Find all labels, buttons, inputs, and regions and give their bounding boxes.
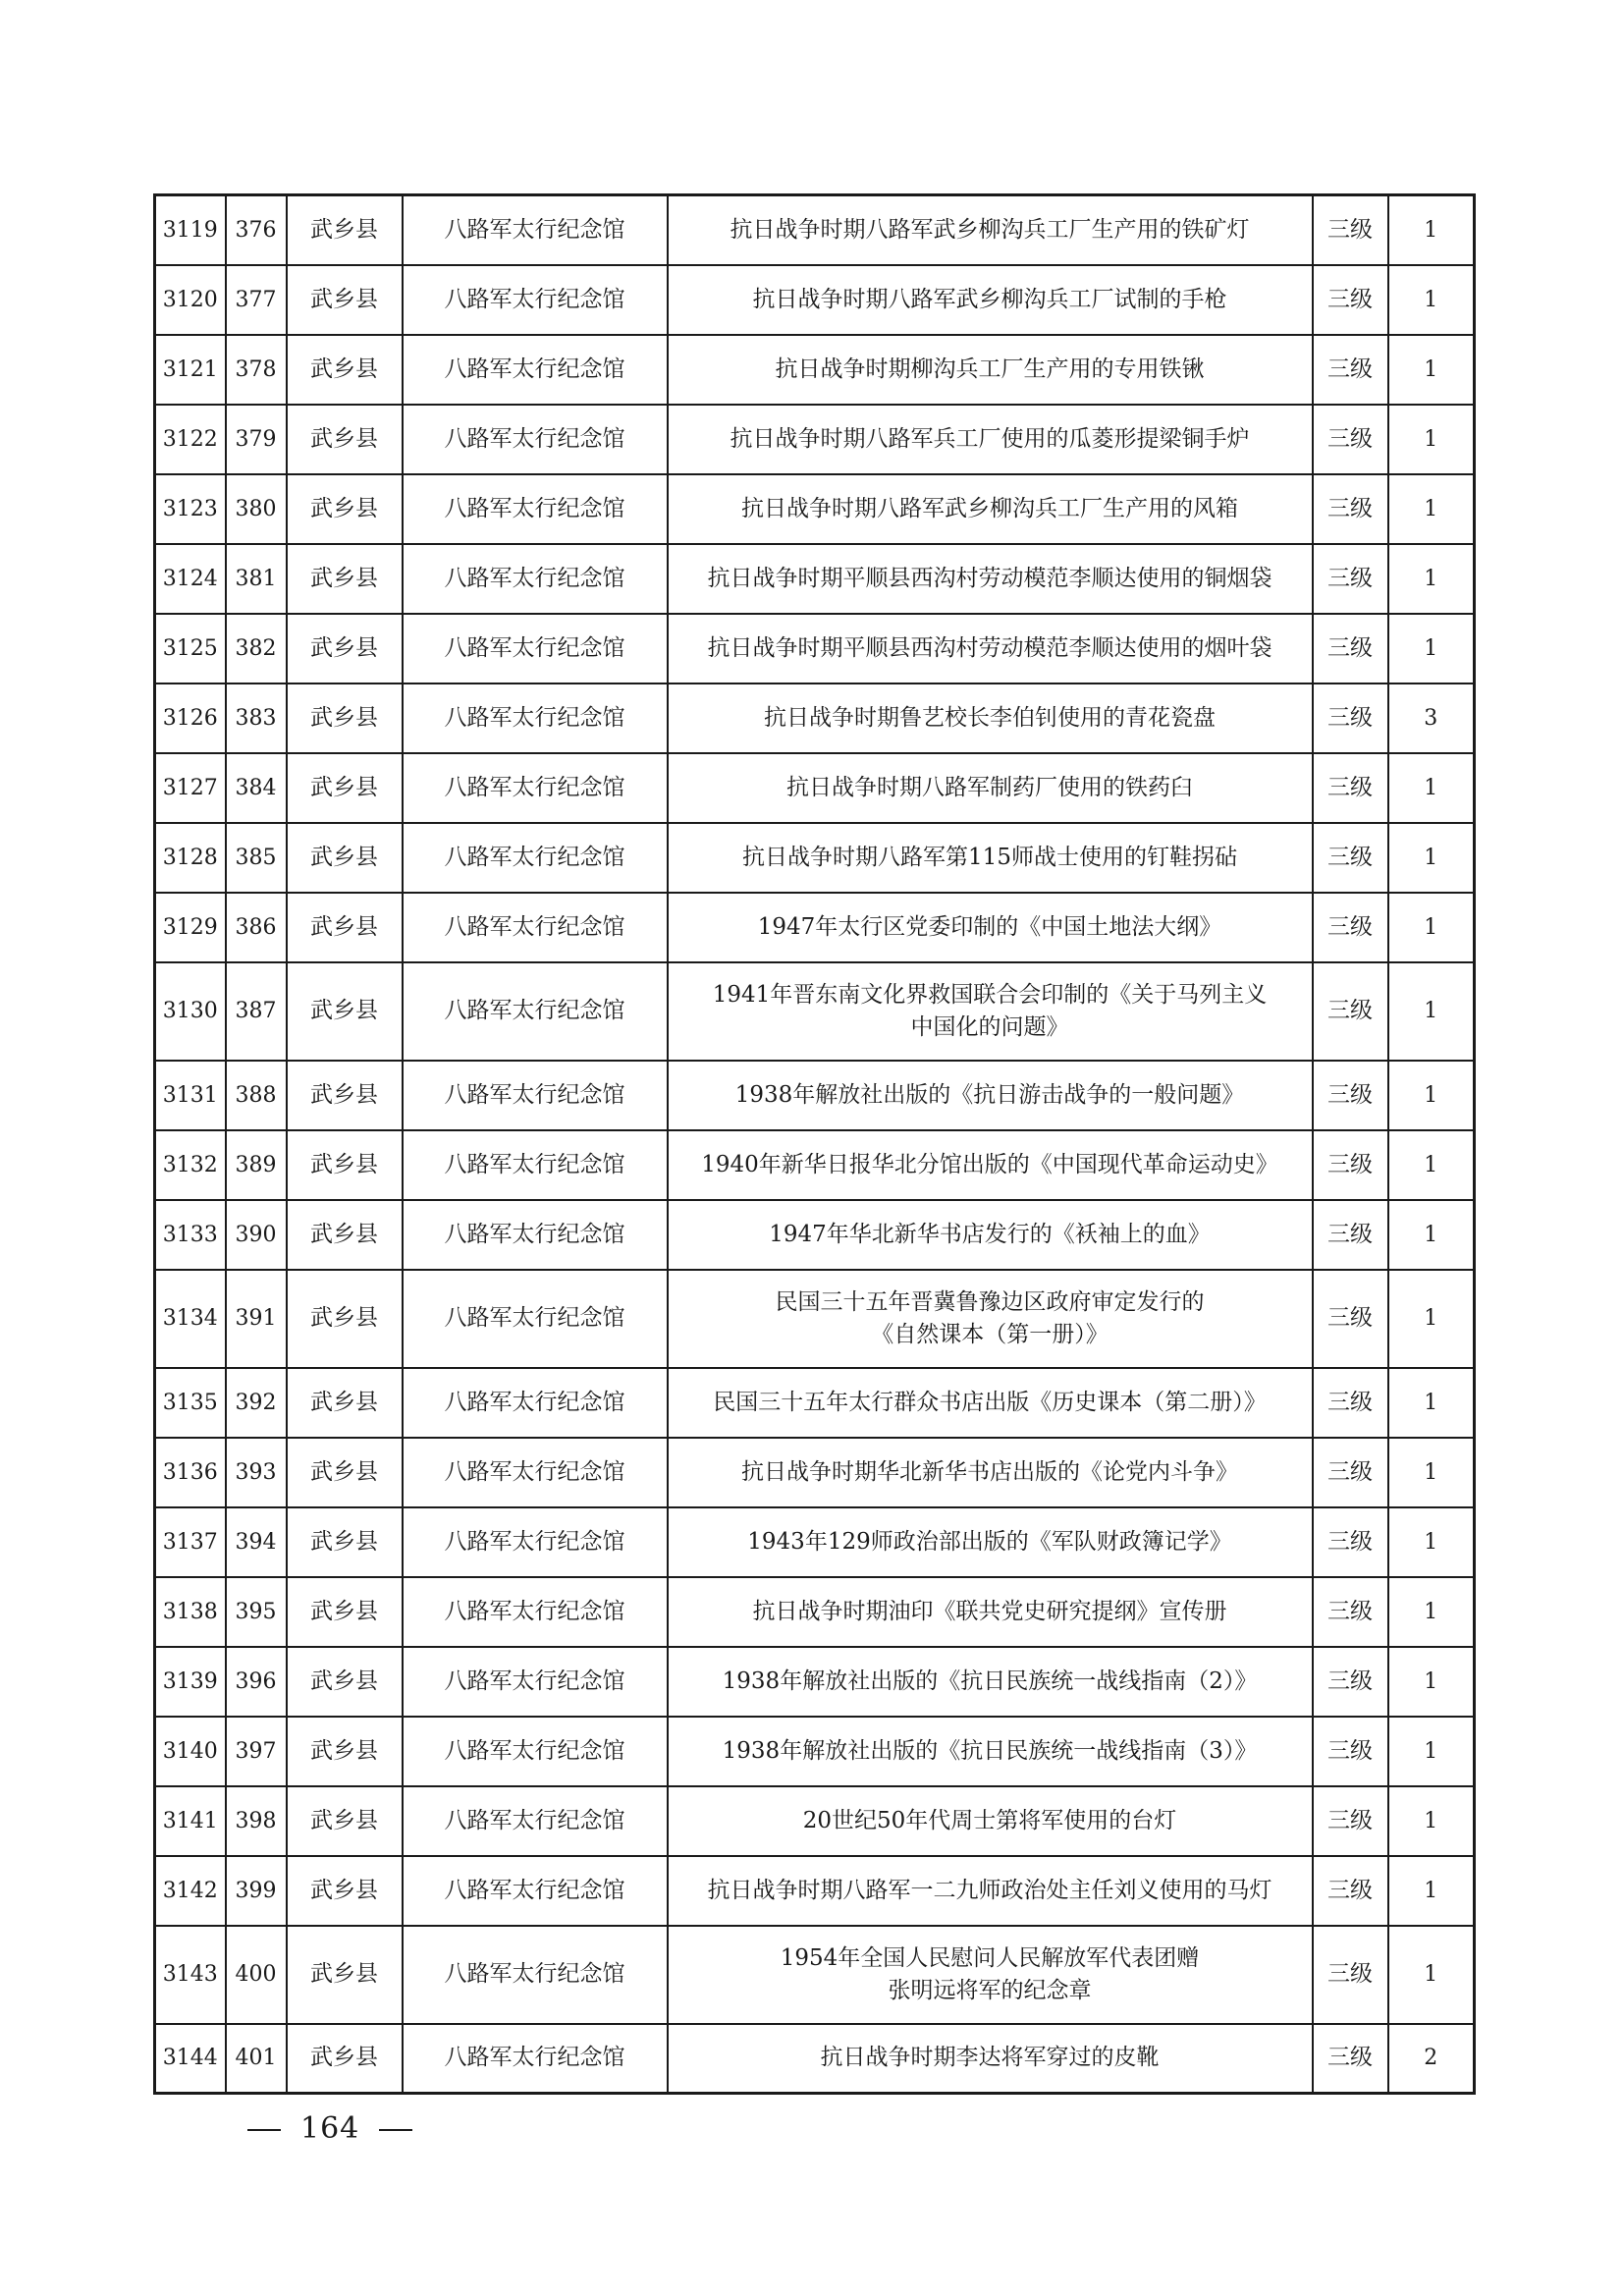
- cell-quantity: 1: [1388, 1200, 1475, 1270]
- cell-seq: 3142: [155, 1856, 226, 1926]
- cell-grade: 三级: [1313, 405, 1388, 474]
- cell-relic-name: [668, 614, 1313, 683]
- cell-county: 武乡县: [287, 195, 403, 265]
- relic-name-line: 抗日战争时期平顺县西沟村劳动模范李顺达使用的烟叶袋: [707, 634, 1272, 661]
- relic-name-line: 1938年解放社出版的《抗日民族统一战线指南（3）》: [722, 1737, 1258, 1764]
- cell-county: 武乡县: [287, 1926, 403, 2024]
- cell-index: 400: [226, 1926, 287, 2024]
- cell-unit: 八路军太行纪念馆: [403, 265, 668, 335]
- relic-name-line: 中国化的问题》: [910, 1013, 1069, 1040]
- cell-quantity: 1: [1388, 544, 1475, 614]
- cell-seq: 3132: [155, 1130, 226, 1200]
- cell-unit: 八路军太行纪念馆: [403, 1856, 668, 1926]
- cell-county: 武乡县: [287, 1647, 403, 1717]
- cell-unit: 八路军太行纪念馆: [403, 1577, 668, 1647]
- cell-unit: 八路军太行纪念馆: [403, 962, 668, 1061]
- cell-seq: 3128: [155, 823, 226, 893]
- cell-seq: 3122: [155, 405, 226, 474]
- table-row: [155, 2024, 1475, 2094]
- cell-county: 武乡县: [287, 962, 403, 1061]
- cell-grade: 三级: [1313, 823, 1388, 893]
- table-row: [155, 1270, 1475, 1368]
- cell-relic-name: [668, 2024, 1313, 2094]
- cell-grade: 三级: [1313, 753, 1388, 823]
- cell-unit: 八路军太行纪念馆: [403, 1647, 668, 1717]
- relic-name-line: 抗日战争时期八路军一二九师政治处主任刘义使用的马灯: [707, 1877, 1272, 1903]
- cell-quantity: 1: [1388, 1926, 1475, 2024]
- table-row: [155, 195, 1475, 265]
- cell-unit: 八路军太行纪念馆: [403, 1061, 668, 1130]
- cell-relic-name: [668, 1717, 1313, 1786]
- cell-county: 武乡县: [287, 1856, 403, 1926]
- cell-grade: 三级: [1313, 1368, 1388, 1438]
- cell-county: 武乡县: [287, 405, 403, 474]
- cell-unit: 八路军太行纪念馆: [403, 195, 668, 265]
- cell-unit: 八路军太行纪念馆: [403, 823, 668, 893]
- cell-grade: 三级: [1313, 614, 1388, 683]
- cell-unit: 八路军太行纪念馆: [403, 1717, 668, 1786]
- cell-county: 武乡县: [287, 1717, 403, 1786]
- cell-index: 376: [226, 195, 287, 265]
- cell-index: 389: [226, 1130, 287, 1200]
- cell-seq: 3130: [155, 962, 226, 1061]
- cell-seq: 3143: [155, 1926, 226, 2024]
- relic-name-line: 1947年太行区党委印制的《中国土地法大纲》: [757, 913, 1222, 940]
- cell-unit: 八路军太行纪念馆: [403, 1270, 668, 1368]
- cell-relic-name: [668, 962, 1313, 1061]
- relic-name-line: 1941年晋东南文化界救国联合会印制的《关于马列主义: [712, 981, 1268, 1008]
- cell-index: 393: [226, 1438, 287, 1507]
- cell-relic-name: [668, 1270, 1313, 1368]
- cell-seq: 3133: [155, 1200, 226, 1270]
- cell-county: 武乡县: [287, 1577, 403, 1647]
- cell-grade: 三级: [1313, 544, 1388, 614]
- cell-unit: 八路军太行纪念馆: [403, 753, 668, 823]
- cell-seq: 3119: [155, 195, 226, 265]
- cell-grade: 三级: [1313, 335, 1388, 405]
- cell-county: 武乡县: [287, 1130, 403, 1200]
- cell-unit: 八路军太行纪念馆: [403, 1786, 668, 1856]
- cell-seq: 3140: [155, 1717, 226, 1786]
- table-row: [155, 614, 1475, 683]
- cell-index: 394: [226, 1507, 287, 1577]
- cell-grade: 三级: [1313, 1200, 1388, 1270]
- table-row: [155, 1856, 1475, 1926]
- cell-quantity: 1: [1388, 1438, 1475, 1507]
- table-row: [155, 1647, 1475, 1717]
- cell-grade: 三级: [1313, 683, 1388, 753]
- cell-relic-name: [668, 1577, 1313, 1647]
- cell-county: 武乡县: [287, 753, 403, 823]
- relic-name-line: 抗日战争时期八路军武乡柳沟兵工厂试制的手枪: [752, 286, 1227, 312]
- cell-county: 武乡县: [287, 1786, 403, 1856]
- cell-relic-name: [668, 823, 1313, 893]
- cell-relic-name: [668, 1786, 1313, 1856]
- cell-grade: 三级: [1313, 195, 1388, 265]
- cell-quantity: 1: [1388, 753, 1475, 823]
- cell-grade: 三级: [1313, 893, 1388, 962]
- cell-seq: 3126: [155, 683, 226, 753]
- cell-relic-name: [668, 1507, 1313, 1577]
- cell-index: 384: [226, 753, 287, 823]
- cell-index: 388: [226, 1061, 287, 1130]
- relic-name-line: 《自然课本（第一册）》: [871, 1321, 1109, 1347]
- cell-index: 398: [226, 1786, 287, 1856]
- cell-county: 武乡县: [287, 265, 403, 335]
- cell-unit: 八路军太行纪念馆: [403, 1200, 668, 1270]
- cell-relic-name: [668, 335, 1313, 405]
- cell-seq: 3141: [155, 1786, 226, 1856]
- relic-name-line: 抗日战争时期八路军兵工厂使用的瓜菱形提梁铜手炉: [730, 425, 1250, 452]
- cell-quantity: 1: [1388, 1577, 1475, 1647]
- cell-seq: 3127: [155, 753, 226, 823]
- page-footer: [228, 2111, 432, 2146]
- cell-index: 397: [226, 1717, 287, 1786]
- cell-seq: 3124: [155, 544, 226, 614]
- table-row: [155, 1786, 1475, 1856]
- cell-relic-name: [668, 753, 1313, 823]
- cell-relic-name: [668, 405, 1313, 474]
- cell-unit: 八路军太行纪念馆: [403, 474, 668, 544]
- cell-county: 武乡县: [287, 335, 403, 405]
- page-number: 164: [300, 2111, 360, 2146]
- cell-quantity: 1: [1388, 1270, 1475, 1368]
- cell-quantity: 1: [1388, 962, 1475, 1061]
- cell-unit: 八路军太行纪念馆: [403, 614, 668, 683]
- cell-index: 396: [226, 1647, 287, 1717]
- cell-county: 武乡县: [287, 1438, 403, 1507]
- table-row: [155, 1061, 1475, 1130]
- cell-county: 武乡县: [287, 683, 403, 753]
- cell-quantity: 1: [1388, 1786, 1475, 1856]
- cell-relic-name: [668, 1926, 1313, 2024]
- cell-relic-name: [668, 195, 1313, 265]
- cell-quantity: 1: [1388, 823, 1475, 893]
- cell-county: 武乡县: [287, 2024, 403, 2094]
- cell-relic-name: [668, 1200, 1313, 1270]
- cell-county: 武乡县: [287, 474, 403, 544]
- relic-name-line: 1954年全国人民慰问人民解放军代表团赠: [780, 1944, 1200, 1971]
- cell-relic-name: [668, 1856, 1313, 1926]
- cell-county: 武乡县: [287, 1061, 403, 1130]
- cell-index: 381: [226, 544, 287, 614]
- relic-name-line: 1938年解放社出版的《抗日民族统一战线指南（2）》: [722, 1667, 1258, 1694]
- relic-name-line: 20世纪50年代周士第将军使用的台灯: [802, 1807, 1177, 1833]
- cell-index: 395: [226, 1577, 287, 1647]
- cell-quantity: 1: [1388, 893, 1475, 962]
- cell-seq: 3120: [155, 265, 226, 335]
- cell-grade: 三级: [1313, 1926, 1388, 2024]
- cell-quantity: 1: [1388, 1130, 1475, 1200]
- cell-unit: 八路军太行纪念馆: [403, 544, 668, 614]
- relic-name-line: 抗日战争时期华北新华书店出版的《论党内斗争》: [741, 1458, 1238, 1485]
- cell-seq: 3139: [155, 1647, 226, 1717]
- cell-unit: 八路军太行纪念馆: [403, 1507, 668, 1577]
- table-row: [155, 474, 1475, 544]
- table-row: [155, 893, 1475, 962]
- table-row: [155, 962, 1475, 1061]
- cell-county: 武乡县: [287, 1507, 403, 1577]
- relic-name-line: 抗日战争时期鲁艺校长李伯钊使用的青花瓷盘: [764, 704, 1216, 731]
- cell-relic-name: [668, 1130, 1313, 1200]
- cell-seq: 3125: [155, 614, 226, 683]
- cell-grade: 三级: [1313, 1577, 1388, 1647]
- cell-county: 武乡县: [287, 893, 403, 962]
- cell-quantity: 1: [1388, 1856, 1475, 1926]
- cell-seq: 3134: [155, 1270, 226, 1368]
- table-row: [155, 544, 1475, 614]
- cell-county: 武乡县: [287, 544, 403, 614]
- relic-name-line: 1947年华北新华书店发行的《袄袖上的血》: [769, 1221, 1211, 1247]
- cell-index: 378: [226, 335, 287, 405]
- cell-seq: 3121: [155, 335, 226, 405]
- relic-name-line: 抗日战争时期油印《联共党史研究提纲》宣传册: [752, 1598, 1227, 1624]
- cell-index: 391: [226, 1270, 287, 1368]
- table-row: [155, 1926, 1475, 2024]
- table-row: [155, 1507, 1475, 1577]
- cell-unit: 八路军太行纪念馆: [403, 1438, 668, 1507]
- table-row: [155, 265, 1475, 335]
- cell-grade: 三级: [1313, 1130, 1388, 1200]
- table-row: [155, 1438, 1475, 1507]
- relics-table: [153, 193, 1476, 2095]
- cell-index: 377: [226, 265, 287, 335]
- cell-unit: 八路军太行纪念馆: [403, 683, 668, 753]
- cell-seq: 3138: [155, 1577, 226, 1647]
- cell-index: 387: [226, 962, 287, 1061]
- cell-unit: 八路军太行纪念馆: [403, 1130, 668, 1200]
- cell-relic-name: [668, 1368, 1313, 1438]
- cell-index: 382: [226, 614, 287, 683]
- table-row: [155, 823, 1475, 893]
- cell-grade: 三级: [1313, 1270, 1388, 1368]
- cell-index: 390: [226, 1200, 287, 1270]
- cell-quantity: 1: [1388, 1368, 1475, 1438]
- relic-name-line: 张明远将军的纪念章: [888, 1977, 1092, 2003]
- left-dash: [247, 2129, 281, 2131]
- cell-relic-name: [668, 1438, 1313, 1507]
- cell-seq: 3123: [155, 474, 226, 544]
- relic-name-line: 抗日战争时期平顺县西沟村劳动模范李顺达使用的铜烟袋: [707, 565, 1272, 591]
- cell-relic-name: [668, 544, 1313, 614]
- table-row: [155, 683, 1475, 753]
- relic-name-line: 抗日战争时期李达将军穿过的皮靴: [820, 2045, 1160, 2071]
- cell-quantity: 1: [1388, 405, 1475, 474]
- cell-county: 武乡县: [287, 1368, 403, 1438]
- cell-relic-name: [668, 1061, 1313, 1130]
- relic-name-line: 抗日战争时期柳沟兵工厂生产用的专用铁锹: [775, 355, 1205, 382]
- cell-index: 383: [226, 683, 287, 753]
- table-row: [155, 405, 1475, 474]
- cell-county: 武乡县: [287, 1270, 403, 1368]
- cell-relic-name: [668, 265, 1313, 335]
- cell-seq: 3137: [155, 1507, 226, 1577]
- cell-grade: 三级: [1313, 1856, 1388, 1926]
- cell-unit: 八路军太行纪念馆: [403, 893, 668, 962]
- cell-county: 武乡县: [287, 1200, 403, 1270]
- relic-name-line: 抗日战争时期八路军第115师战士使用的钉鞋拐砧: [742, 844, 1237, 870]
- cell-index: 385: [226, 823, 287, 893]
- cell-quantity: 1: [1388, 1061, 1475, 1130]
- cell-grade: 三级: [1313, 1507, 1388, 1577]
- cell-grade: 三级: [1313, 1061, 1388, 1130]
- cell-quantity: 1: [1388, 1717, 1475, 1786]
- cell-grade: 三级: [1313, 474, 1388, 544]
- cell-seq: 3144: [155, 2024, 226, 2094]
- cell-unit: 八路军太行纪念馆: [403, 2024, 668, 2094]
- relic-name-line: 抗日战争时期八路军制药厂使用的铁药臼: [786, 774, 1193, 800]
- relic-name-line: 民国三十五年太行群众书店出版《历史课本（第二册）》: [713, 1389, 1267, 1415]
- table-row: [155, 1577, 1475, 1647]
- cell-relic-name: [668, 474, 1313, 544]
- relic-name-line: 1940年新华日报华北分馆出版的《中国现代革命运动史》: [701, 1151, 1278, 1177]
- cell-quantity: 1: [1388, 474, 1475, 544]
- cell-quantity: 1: [1388, 614, 1475, 683]
- cell-quantity: 1: [1388, 335, 1475, 405]
- table-row: [155, 753, 1475, 823]
- cell-relic-name: [668, 1647, 1313, 1717]
- cell-grade: 三级: [1313, 962, 1388, 1061]
- cell-unit: 八路军太行纪念馆: [403, 1926, 668, 2024]
- cell-grade: 三级: [1313, 1438, 1388, 1507]
- cell-county: 武乡县: [287, 614, 403, 683]
- cell-quantity: 2: [1388, 2024, 1475, 2094]
- cell-grade: 三级: [1313, 1786, 1388, 1856]
- cell-index: 401: [226, 2024, 287, 2094]
- cell-unit: 八路军太行纪念馆: [403, 1368, 668, 1438]
- cell-quantity: 1: [1388, 1507, 1475, 1577]
- cell-unit: 八路军太行纪念馆: [403, 405, 668, 474]
- relic-name-line: 1938年解放社出版的《抗日游击战争的一般问题》: [734, 1081, 1245, 1108]
- table-row: [155, 1200, 1475, 1270]
- cell-quantity: 1: [1388, 195, 1475, 265]
- cell-quantity: 3: [1388, 683, 1475, 753]
- relic-name-line: 民国三十五年晋冀鲁豫边区政府审定发行的: [775, 1288, 1205, 1315]
- cell-seq: 3136: [155, 1438, 226, 1507]
- cell-relic-name: [668, 683, 1313, 753]
- cell-quantity: 1: [1388, 1647, 1475, 1717]
- cell-unit: 八路军太行纪念馆: [403, 335, 668, 405]
- table-row: [155, 1368, 1475, 1438]
- relic-name-line: 1943年129师政治部出版的《军队财政簿记学》: [747, 1528, 1232, 1555]
- relic-name-line: 抗日战争时期八路军武乡柳沟兵工厂生产用的铁矿灯: [730, 216, 1250, 243]
- cell-grade: 三级: [1313, 1717, 1388, 1786]
- cell-index: 392: [226, 1368, 287, 1438]
- cell-grade: 三级: [1313, 1647, 1388, 1717]
- cell-seq: 3135: [155, 1368, 226, 1438]
- cell-quantity: 1: [1388, 265, 1475, 335]
- table-row: [155, 1130, 1475, 1200]
- cell-relic-name: [668, 893, 1313, 962]
- cell-county: 武乡县: [287, 823, 403, 893]
- table-row: [155, 335, 1475, 405]
- cell-index: 380: [226, 474, 287, 544]
- relic-name-line: 抗日战争时期八路军武乡柳沟兵工厂生产用的风箱: [741, 495, 1238, 521]
- cell-grade: 三级: [1313, 2024, 1388, 2094]
- cell-seq: 3131: [155, 1061, 226, 1130]
- cell-index: 386: [226, 893, 287, 962]
- cell-grade: 三级: [1313, 265, 1388, 335]
- cell-index: 399: [226, 1856, 287, 1926]
- table-body: [155, 195, 1475, 2094]
- cell-seq: 3129: [155, 893, 226, 962]
- right-dash: [379, 2129, 412, 2131]
- table-row: [155, 1717, 1475, 1786]
- cell-index: 379: [226, 405, 287, 474]
